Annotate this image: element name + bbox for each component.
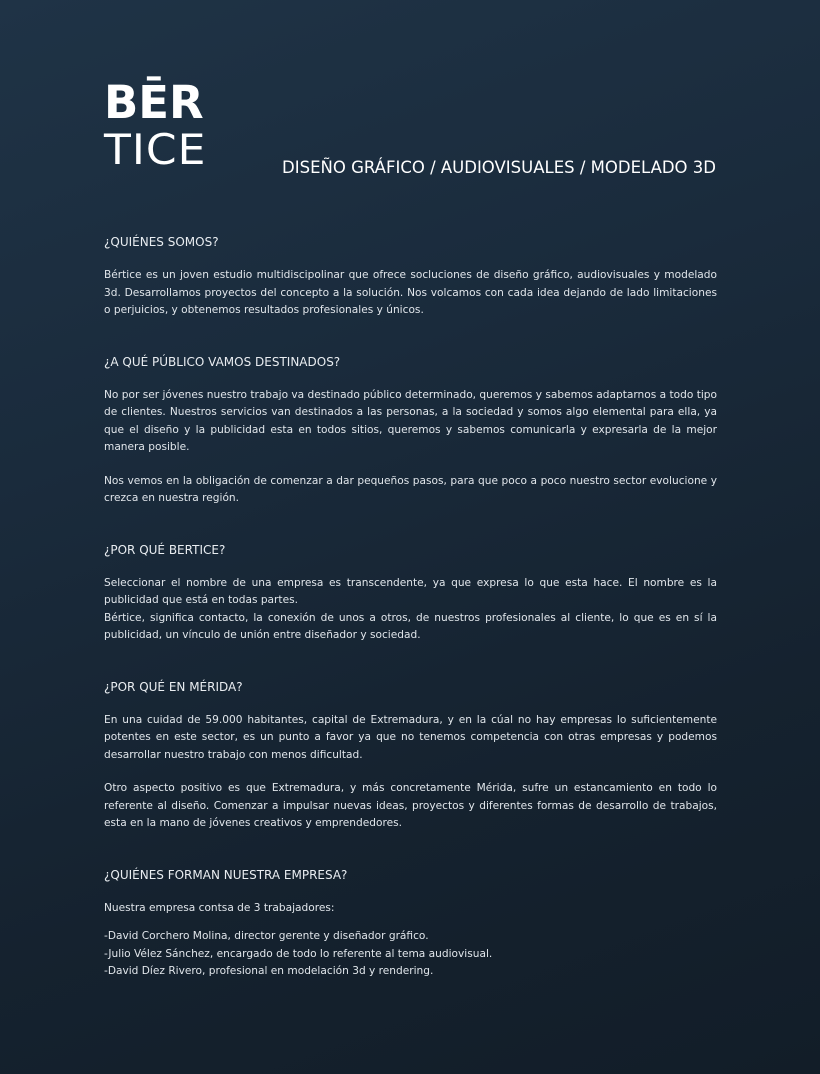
logo-line-top: BĒR <box>104 76 204 129</box>
section-paragraph: Seleccionar el nombre de una empresa es transcendente, ya que expresa lo que esta hace. El nombre es la publicidad que está en todas partes. <box>104 576 717 606</box>
section-paragraph: Bértice es un joven estudio multidiscipolinar que ofrece socluciones de diseño gráfico, audiovisuales y modelado 3d. Desarrollamos proyectos del concepto a la solución. Nos volcamos con cada idea dejando de lado limitaciones o perjuicios, y obtenemos resultados profesionales y únicos. <box>104 269 717 316</box>
team-member-item: -David Corchero Molina, director gerente y diseñador gráfico. <box>104 930 429 942</box>
logo-line-bottom: TICE <box>104 126 207 175</box>
team-member-item: -Julio Vélez Sánchez, encargado de todo lo referente al tema audiovisual. <box>104 947 493 960</box>
section-paragraph: En una cuidad de 59.000 habitantes, capital de Extremadura, y en la cúal no hay empresas lo suficientemente potentes en este sector, es un punto a favor ya que no tenemos competencia con otras empresas y podemos desarrollar nuestro trabajo con menos dificultad. <box>104 713 717 761</box>
section-heading-quienes-somos: ¿QUIÉNES SOMOS? <box>104 235 219 249</box>
team-intro: Nuestra empresa contsa de 3 trabajadores: <box>104 901 335 914</box>
section-heading-quienes-forman: ¿QUIÉNES FORMAN NUESTRA EMPRESA? <box>104 867 348 882</box>
section-paragraph: Nos vemos en la obligación de comenzar a dar pequeños pasos, para que poco a poco nuestro sector evolucione y crezca en nuestra región. <box>104 474 717 504</box>
section-heading-por-que-merida: ¿POR QUÉ EN MÉRIDA? <box>104 679 243 694</box>
bertice-logo <box>104 76 214 175</box>
section-paragraph: Otro aspecto positivo es que Extremadura, y más concretamente Mérida, sufre un estancamiento en todo lo referente al diseño. Comenzar a impulsar nuevas ideas, proyectos y diferentes formas de desarrollo de trabajos, esta en la mano de jóvenes creativos y emprendedores. <box>104 782 717 829</box>
services-tagline: DISEÑO GRÁFICO / AUDIOVISUALES / MODELADO 3D <box>282 158 716 177</box>
section-heading-publico: ¿A QUÉ PÚBLICO VAMOS DESTINADOS? <box>104 354 341 369</box>
section-paragraph: No por ser jóvenes nuestro trabajo va destinado público determinado, queremos y sabemos adaptarnos a todo tipo de clientes. Nuestros servicios van destinados a las personas, a la sociedad y somos algo elemental para ella, ya que el diseño y la publicidad esta en todos sitios, queremos y sabemos comunicarla y expresarla de la mejor manera posible. <box>104 388 717 453</box>
document-body <box>104 234 717 981</box>
team-member-item: -David Díez Rivero, profesional en modelación 3d y rendering. <box>104 965 434 977</box>
section-heading-por-que-bertice: ¿POR QUÉ BERTICE? <box>104 542 226 557</box>
section-paragraph: Bértice, significa contacto, la conexión de unos a otros, de nuestros profesionales al cliente, lo que es en sí la publicidad, un vínculo de unión entre diseñador y sociedad. <box>104 611 717 641</box>
